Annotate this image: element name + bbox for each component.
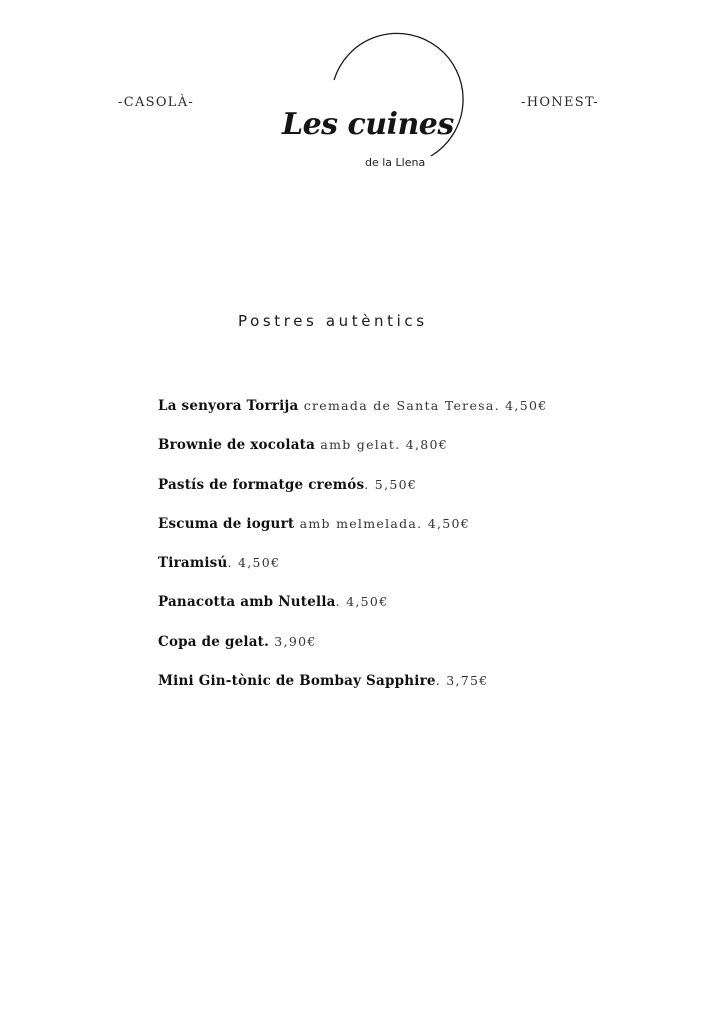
dish-name: Copa de gelat. [158, 633, 270, 650]
dish-name: Panacotta amb Nutella [158, 594, 336, 611]
dish-name: Mini Gin-tònic de Bombay Sapphire [158, 673, 436, 690]
dish-description: cremada de Santa Teresa. 4,50€ [298, 398, 548, 413]
tagline-left: -CASOLÀ- [118, 95, 195, 110]
menu-item [158, 632, 547, 671]
menu-item [158, 514, 547, 553]
dish-name: Escuma de iogurt [158, 515, 295, 532]
dish-description: amb gelat. 4,80€ [315, 437, 449, 453]
dish-description: amb melmelada. 4,50€ [294, 515, 471, 531]
dessert-menu-list [158, 396, 547, 710]
logo-subtitle: de la Llena [365, 156, 426, 169]
logo-circle-arc [278, 30, 468, 165]
dish-name: Brownie de xocolata [158, 437, 316, 454]
menu-item [158, 435, 547, 474]
menu-item [158, 592, 547, 631]
dish-description: 3,90€ [269, 633, 317, 649]
dish-name: Tiramisú [158, 555, 228, 572]
menu-item [158, 553, 547, 592]
restaurant-logo [278, 30, 468, 169]
tagline-right: -HONEST- [521, 95, 599, 110]
dish-description: . 5,50€ [364, 476, 418, 492]
dish-description: . 4,50€ [227, 555, 281, 571]
dish-name: Pastís de formatge cremós [158, 476, 365, 493]
dish-description: . 4,50€ [335, 594, 389, 610]
menu-item [158, 475, 547, 514]
menu-item [158, 396, 547, 435]
menu-item [158, 671, 547, 710]
dish-name: La senyora Torrija [158, 398, 299, 414]
dish-description: . 3,75€ [435, 673, 489, 689]
section-title: Postres autèntics [238, 312, 428, 330]
logo-name: Les cuines [282, 107, 454, 142]
